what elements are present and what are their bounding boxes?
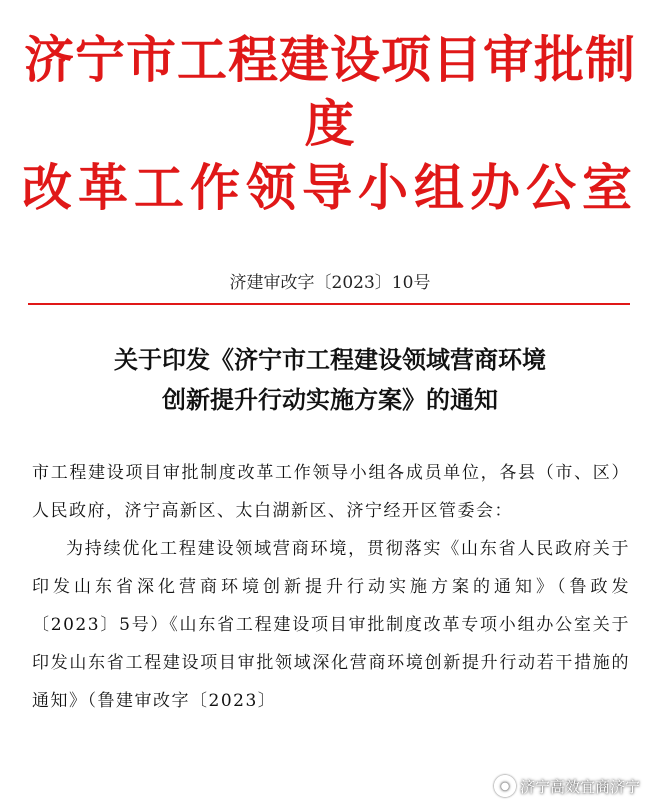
document-title	[30, 340, 630, 420]
wechat-icon: ●	[494, 775, 516, 797]
document-body	[32, 454, 630, 720]
watermark-text: 济宁高效宜商济宁	[519, 777, 640, 796]
account-watermark	[494, 775, 640, 797]
body-paragraph-1: 为持续优化工程建设领域营商环境，贯彻落实《山东省人民政府关于印发山东省深化营商环境创新提升行动实施方案的通知》（鲁政发〔2023〕5号）《山东省工程建设项目审批制度改革专项小组办公室关于印发山东省工程建设项目审批领域深化营商环境创新提升行动若干措施的通知》（鲁建审改字〔2023〕	[32, 539, 630, 711]
recipients-paragraph: 市工程建设项目审批制度改革工作领导小组各成员单位，各县（市、区）人民政府，济宁高新区、太白湖新区、济宁经开区管委会：	[32, 463, 630, 521]
header-line-1: 济宁市工程建设项目审批制度	[24, 31, 636, 153]
red-divider-line	[28, 303, 630, 305]
title-line-2: 创新提升行动实施方案》的通知	[162, 385, 498, 414]
document-number: 济建审改字〔2023〕10号	[229, 273, 431, 293]
issuing-authority-header	[0, 28, 660, 220]
title-line-1: 关于印发《济宁市工程建设领域营商环境	[114, 345, 546, 374]
header-line-2: 改革工作领导小组办公室	[22, 159, 638, 217]
